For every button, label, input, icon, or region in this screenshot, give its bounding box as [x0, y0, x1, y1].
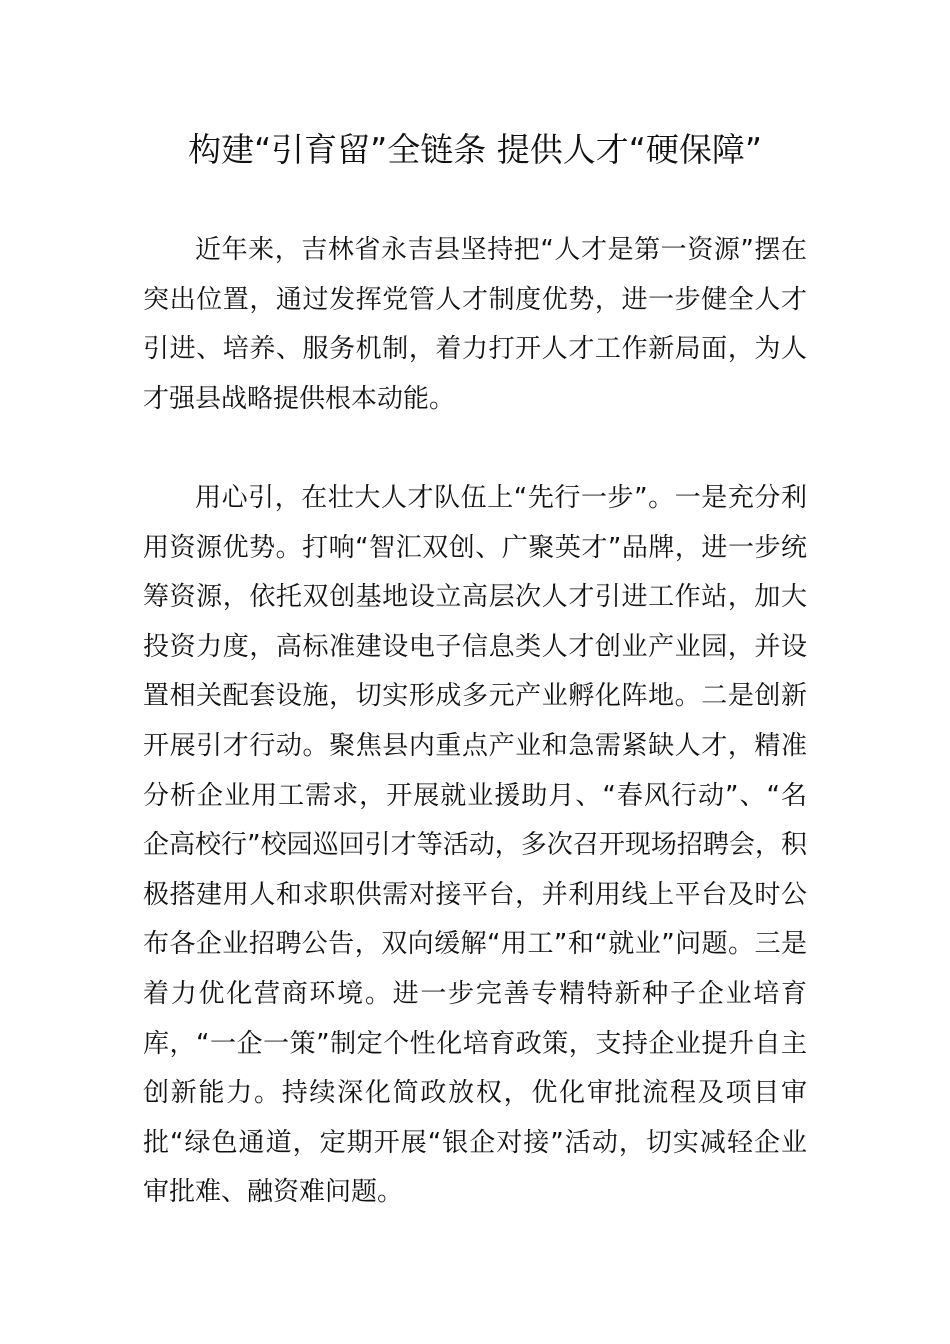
document-title: 构建“引育留”全链条 提供人才“硬保障”	[188, 130, 762, 169]
body-paragraph: 用心引，在壮大人才队伍上“先行一步”。一是充分利用资源优势。打响“智汇双创、广聚英才”品牌，进一步统筹资源，依托双创基地设立高层次人才引进工作站，加大投资力度，高标准建设电子信息类人才创业产业园，并设置相关配套设施，切实形成多元产业孵化阵地。二是创新开展引才行动。聚焦县内重点产业和急需紧缺人才，精准分析企业用工需求，开展就业援助月、“春风行动”、“名企高校行”校园巡回引才等活动，多次召开现场招聘会，积极搭建用人和求职供需对接平台，并利用线上平台及时公布各企业招聘公告，双向缓解“用工”和“就业”问题。三是着力优化营商环境。进一步完善专精特新种子企业培育库，“一企一策”制定个性化培育政策，支持企业提升自主创新能力。持续深化简政放权，优化审批流程及项目审批“绿色通道，定期开展“银企对接”活动，切实减轻企业审批难、融资难问题。	[143, 483, 807, 1208]
intro-paragraph: 近年来，吉林省永吉县坚持把“人才是第一资源”摆在突出位置，通过发挥党管人才制度优势，进一步健全人才引进、培养、服务机制，着力打开人才工作新局面，为人才强县战略提供根本动能。	[143, 235, 807, 414]
